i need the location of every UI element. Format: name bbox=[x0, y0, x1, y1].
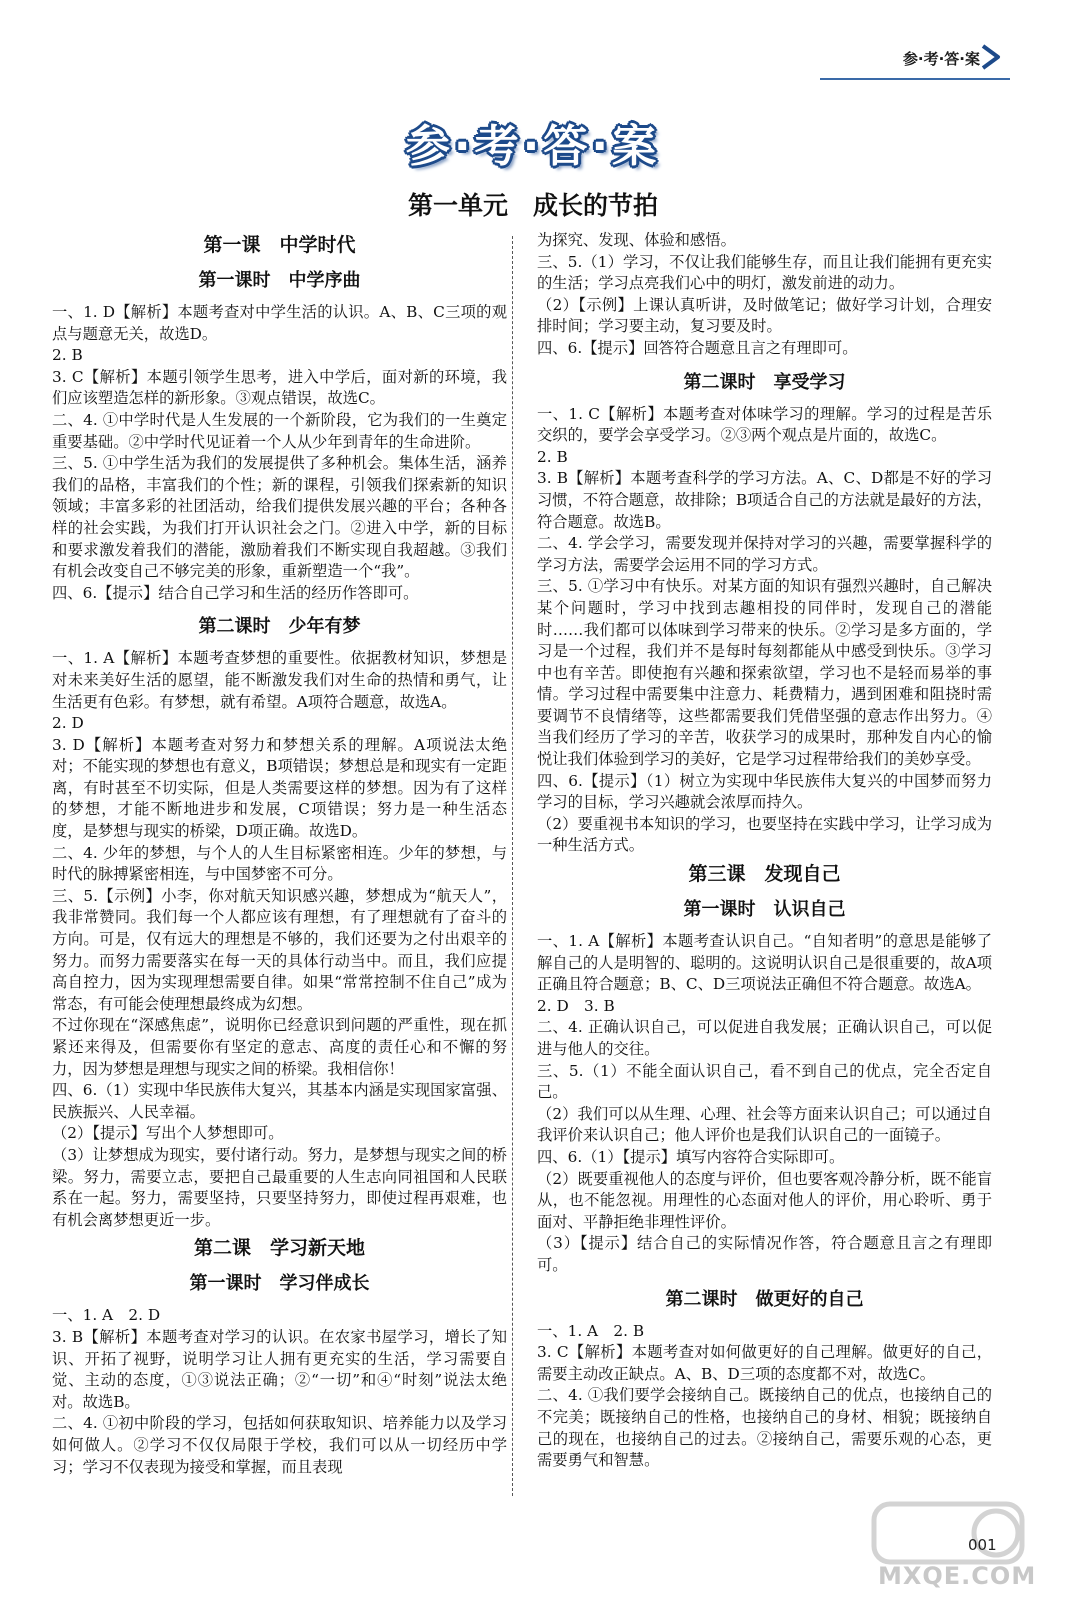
answer-paragraph: （2）要重视书本知识的学习，也要坚持在实践中学习，让学习成为一种生活方式。 bbox=[537, 814, 992, 855]
answer-paragraph: 二、4. 少年的梦想，与个人的人生目标紧密相连。少年的梦想，与时代的脉搏紧密相连，与中国梦密不可分。 bbox=[52, 843, 507, 884]
answer-paragraph: 3. C【解析】本题考查对如何做更好的自己理解。做更好的自己，需要主动改正缺点。A、B、D三项的态度都不对，故选C。 bbox=[537, 1343, 992, 1383]
unit-title: 第一单元 成长的节拍 bbox=[407, 191, 658, 220]
answer-paragraph: 二、4. 正确认识自己，可以促进自我发展；正确认识自己，可以促进与他人的交往。 bbox=[537, 1018, 992, 1058]
answer-paragraph: 二、4. ①我们要学会接纳自己。既接纳自己的优点，也接纳自己的不完美；既接纳自己的性格，也接纳自己的身材、相貌；既接纳自己的现在，也接纳自己的过去。②接纳自己，需要乐观的心态，更需要勇气和智慧。 bbox=[537, 1386, 992, 1470]
answer-paragraph: 三、5.（1）不能全面认识自己，看不到自己的优点，完全否定自己。 bbox=[537, 1061, 992, 1102]
period-heading: 第二课时 少年有梦 bbox=[198, 616, 361, 638]
period-heading: 第一课时 学习伴成长 bbox=[189, 1273, 370, 1295]
answer-paragraph: 3. B【解析】本题考查对学习的认识。在农家书屋学习，增长了知识、开拓了视野，说明学习让人拥有更充实的生活，学习需要自觉、主动的态度，①③说法正确；②“一切”和④“时刻”说法太绝对。故选B。 bbox=[52, 1327, 507, 1411]
column-divider bbox=[512, 236, 513, 1496]
answer-paragraph: 二、4. 学会学习，需要发现并保持对学习的兴趣，需要掌握科学的学习方法，需要学会运用不同的学习方式。 bbox=[537, 534, 992, 574]
answer-paragraph: 为探究、发现、体验和感悟。 bbox=[537, 231, 736, 249]
answer-paragraph: 四、6.【提示】结合自己学习和生活的经历作答即可。 bbox=[52, 583, 419, 602]
answer-paragraph: 四、6.（1）实现中华民族伟大复兴，其基本内涵是实现国家富强、民族振兴、人民幸福。 bbox=[52, 1081, 507, 1121]
answer-paragraph: （2）既要重视他人的态度与评价，但也要客观冷静分析，既不能盲从，也不能忽视。用理性的心态面对他人的评价，用心聆听、勇于面对、平静拒绝非理性评价。 bbox=[537, 1169, 992, 1231]
lesson-heading: 第三课 发现自己 bbox=[688, 863, 841, 886]
answer-paragraph: 三、5. ①学习中有快乐。对某方面的知识有强烈兴趣时，自己解决某个问题时，学习中找到志趣相投的同伴时，发现自己的潜能时……我们都可以体味到学习带来的快乐。②学习是多方面的，学习是一个过程，我们并不是每时每刻都能从中感受到快乐。③学习中也有辛苦。即使抱有兴趣和探索欲望，学习也不是轻而易举的事情。学习过程中需要集中注意力、耗费精力，遇到困难和阻挠时需要调节不良情绪等，这些都需要我们凭借坚强的意志作出努力。④当我们经历了学习的辛苦，收获学习的成果时，那种发自内心的愉悦让我们体验到学习的美好，它是学习过程带给我们的美妙享受。 bbox=[537, 577, 992, 769]
answer-paragraph: 二、4. ①中学时代是人生发展的一个新阶段，它为我们的一生奠定重要基础。②中学时代见证着一个人从少年到青年的生命进阶。 bbox=[52, 410, 507, 451]
answer-paragraph: 四、6.【提示】（1）树立为实现中华民族伟大复兴的中国梦而努力学习的目标，学习兴趣就会浓厚而持久。 bbox=[537, 771, 992, 812]
answer-paragraph: 一、1. A【解析】本题考查梦想的重要性。依据教材知识，梦想是对未来美好生活的愿望，能不断激发我们对生命的热情和勇气，让生活更有色彩。有梦想，就有希望。A项符合题意，故选A。 bbox=[52, 649, 507, 711]
period-heading: 第二课时 享受学习 bbox=[683, 371, 846, 393]
chevron-right-icon bbox=[980, 44, 1002, 70]
answer-paragraph: 一、1. D【解析】本题考查对中学生活的认识。A、B、C三项的观点与题意无关，故选D。 bbox=[52, 303, 507, 343]
period-heading: 第二课时 做更好的自己 bbox=[665, 1288, 864, 1310]
answer-paragraph: 2. D bbox=[52, 714, 84, 733]
answer-paragraph: 一、1. A 2. B bbox=[537, 1321, 645, 1340]
page-title: 参·考·答·案 bbox=[405, 121, 661, 172]
answer-paragraph: 2. B bbox=[537, 447, 568, 466]
period-heading: 第一课时 认识自己 bbox=[683, 899, 846, 921]
answer-paragraph: 2. B bbox=[52, 346, 83, 365]
answer-paragraph: 3. D【解析】本题考查对努力和梦想关系的理解。A项说法太绝对；不能实现的梦想也有意义，B项错误；梦想总是和现实有一定距离，有时甚至不切实际，但是人类需要这样的梦想。因为有了这样的梦想，才能不断地进步和发展，C项错误；努力是一种生活态度，是梦想与现实的桥梁，D项正确。故选D。 bbox=[52, 735, 507, 841]
answer-paragraph: 3. C【解析】本题引领学生思考，进入中学后，面对新的环境，我们应该塑造怎样的新形象。③观点错误，故选C。 bbox=[52, 367, 507, 408]
right-column bbox=[537, 230, 992, 1472]
answer-paragraph: 三、5.【示例】小李，你对航天知识感兴趣，梦想成为“航天人”，我非常赞同。我们每一个人都应该有理想，有了理想就有了奋斗的方向。可是，仅有远大的理想是不够的，我们还要为之付出艰辛的努力。而努力需要落实在每一天的具体行动当中。而且，我们应提高自控力，因为实现理想需要自律。如果“常常控制不住自己”成为常态，有可能会使理想最终成为幻想。 bbox=[52, 886, 507, 1013]
answer-paragraph: 四、6.（1）【提示】填写内容符合实际即可。 bbox=[537, 1147, 845, 1166]
answer-paragraph: 三、5. ①中学生活为我们的发展提供了多种机会。集体生活，涵养我们的品格，丰富我们的个性；新的课程，引领我们探索新的知识领域；丰富多彩的社团活动，给我们提供发展兴趣的平台；各种各样的社会实践，为我们打开认识社会之门。②进入中学，新的目标和要求激发着我们的潜能，激励着我们不断实现自我超越。③我们有机会改变自己不够完美的形象，重新塑造一个“我”。 bbox=[52, 454, 507, 581]
header-rule bbox=[820, 78, 1010, 80]
answer-paragraph: （3）让梦想成为现实，要付诸行动。努力，是梦想与现实之间的桥梁。努力，需要立志，要把自己最重要的人生志向同祖国和人民联系在一起。努力，需要坚持，只要坚持努力，即使过程再艰难，也有机会离梦想更近一步。 bbox=[52, 1145, 507, 1229]
period-heading: 第一课时 中学序曲 bbox=[198, 270, 361, 291]
answer-paragraph: 一、1. C【解析】本题考查对体味学习的理解。学习的过程是苦乐交织的，要学会享受学习。②③两个观点是片面的，故选C。 bbox=[537, 404, 992, 445]
header-tag: 参·考·答·案 bbox=[902, 50, 980, 68]
answer-paragraph: 四、6.【提示】回答符合题意且言之有理即可。 bbox=[537, 338, 858, 357]
answer-paragraph: （3）【提示】结合自己的实际情况作答，符合题意且言之有理即可。 bbox=[537, 1234, 992, 1274]
answer-paragraph: 3. B【解析】本题考查科学的学习方法。A、C、D都是不好的学习习惯，不符合题意，故排除；B项适合自己的方法就是最好的方法，符合题意。故选B。 bbox=[537, 469, 992, 531]
watermark-text: MXQE.COM bbox=[878, 1562, 1037, 1590]
answer-paragraph: （2）我们可以从生理、心理、社会等方面来认识自己；可以通过自我评价来认识自己；他人评价也是我们认识自己的一面镜子。 bbox=[537, 1104, 992, 1145]
answer-paragraph: 一、1. A【解析】本题考查认识自己。“自知者明”的意思是能够了解自己的人是明智的、聪明的。这说明认识自己是很重要的，故A项正确且符合题意；B、C、D三项说法正确但不符合题意。故选A。 bbox=[537, 932, 992, 994]
left-column bbox=[52, 228, 507, 1478]
answer-paragraph: 2. D 3. B bbox=[537, 996, 615, 1015]
lesson-heading: 第二课 学习新天地 bbox=[193, 1237, 365, 1260]
answer-paragraph: （2）【示例】上课认真听讲，及时做笔记；做好学习计划，合理安排时间；学习要主动，复习要及时。 bbox=[537, 295, 992, 336]
answer-paragraph: 二、4. ①初中阶段的学习，包括如何获取知识、培养能力以及学习如何做人。②学习不仅仅局限于学校，我们可以从一切经历中学习；学习不仅表现为接受和掌握，而且表现 bbox=[52, 1414, 507, 1476]
answer-paragraph: 三、5.（1）学习，不仅让我们能够生存，而且让我们能拥有更充实的生活；学习点亮我们心中的明灯，激发前进的动力。 bbox=[537, 252, 992, 293]
answer-paragraph: 不过你现在“深感焦虑”，说明你已经意识到问题的严重性，现在抓紧还来得及，但需要你有坚定的意志、高度的责任心和不懈的努力，因为梦想是理想与现实之间的桥梁。我相信你！ bbox=[52, 1016, 507, 1078]
answer-paragraph: （2）【提示】写出个人梦想即可。 bbox=[52, 1124, 284, 1143]
answer-paragraph: 一、1. A 2. D bbox=[52, 1306, 161, 1325]
lesson-heading: 第一课 中学时代 bbox=[203, 234, 356, 256]
page-number: 001 bbox=[968, 1536, 997, 1554]
